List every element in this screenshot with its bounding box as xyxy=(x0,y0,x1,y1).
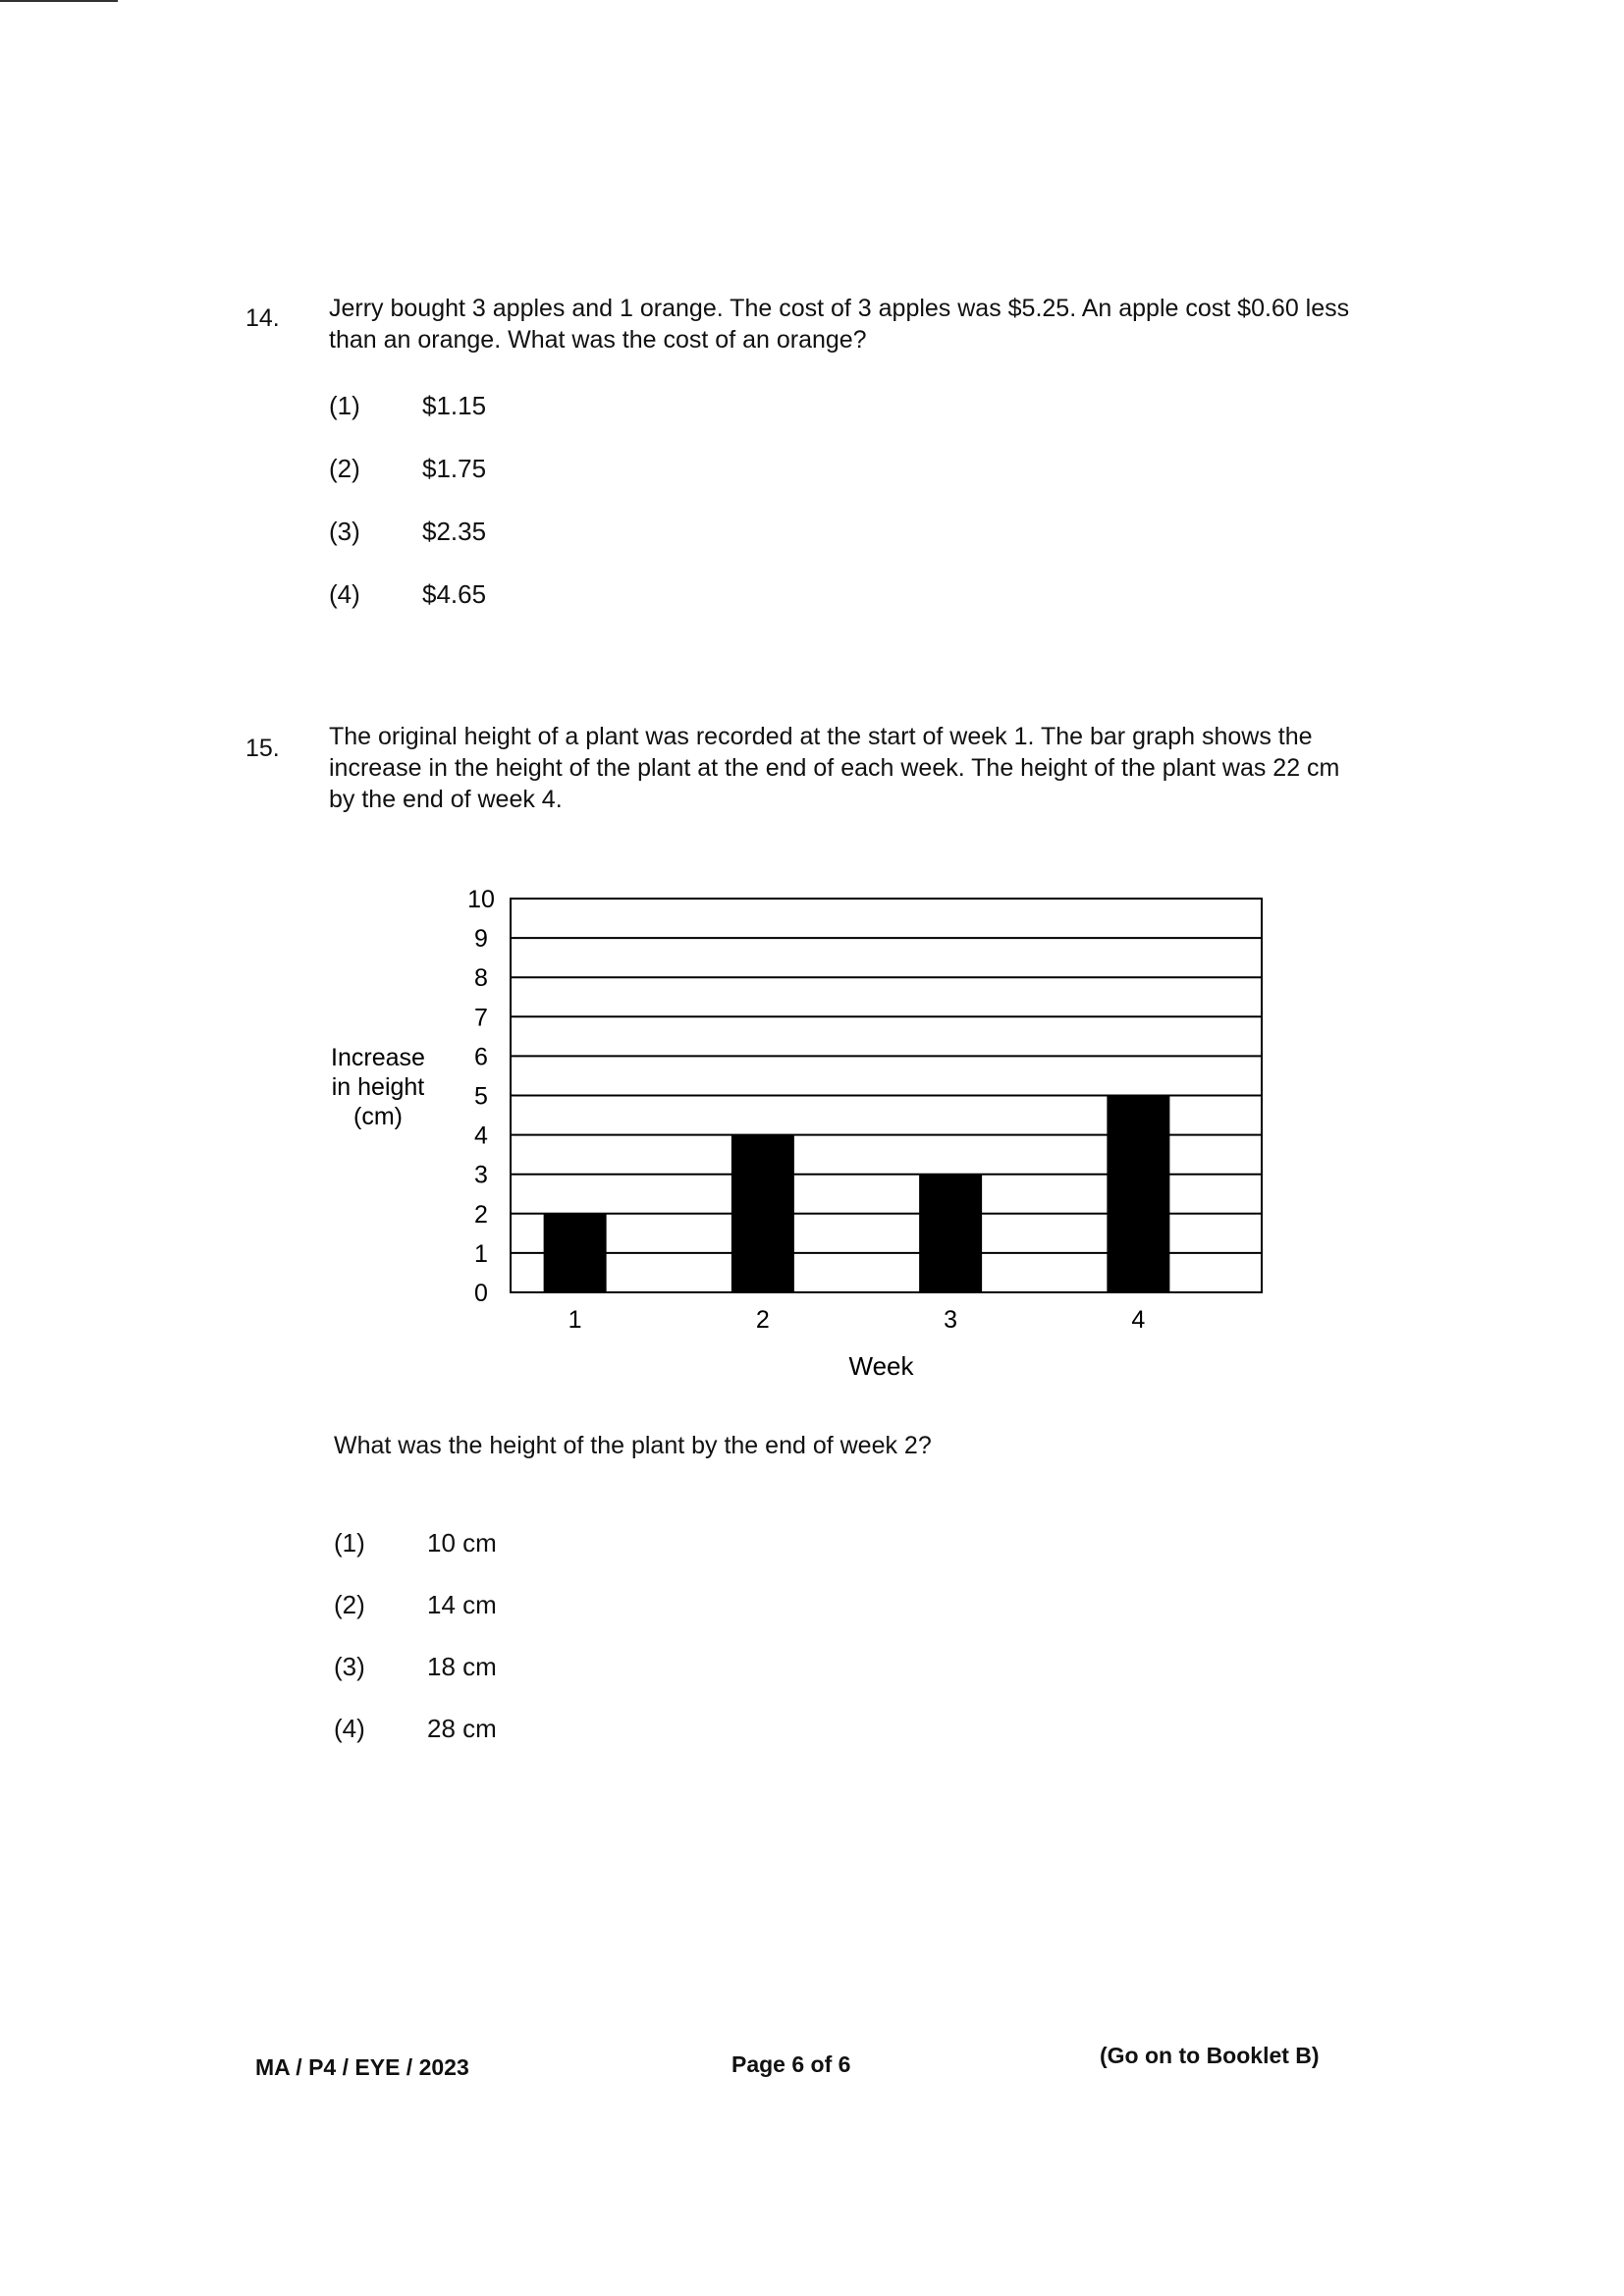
y-axis-label-line: (cm) xyxy=(353,1103,403,1130)
option-2 xyxy=(329,454,486,517)
y-tick-label: 4 xyxy=(474,1121,488,1150)
bar-chart xyxy=(295,874,1296,1394)
y-tick-label: 2 xyxy=(474,1200,488,1229)
option-3 xyxy=(334,1652,497,1714)
y-tick-labels xyxy=(467,886,495,1307)
bar-week-2 xyxy=(731,1135,794,1292)
bar-week-3 xyxy=(919,1175,982,1292)
option-value: 14 cm xyxy=(427,1590,497,1619)
option-4 xyxy=(334,1714,497,1776)
option-number: (1) xyxy=(329,391,360,420)
option-number: (2) xyxy=(334,1590,365,1619)
option-value: $4.65 xyxy=(422,579,487,609)
top-rule xyxy=(0,0,118,2)
option-number: (3) xyxy=(334,1652,365,1681)
option-4 xyxy=(329,579,486,642)
question-15-options xyxy=(334,1528,497,1776)
question-15-prompt: What was the height of the plant by the end of week 2? xyxy=(334,1432,932,1459)
bar-week-4 xyxy=(1107,1096,1169,1293)
x-tick-label: 4 xyxy=(1131,1306,1146,1334)
footer-instruction: (Go on to Booklet B) xyxy=(1100,2043,1320,2068)
question-14-number: 14. xyxy=(245,304,280,332)
y-tick-label: 5 xyxy=(474,1082,488,1111)
option-1 xyxy=(334,1528,497,1590)
chart-bars xyxy=(544,1096,1170,1293)
y-axis-label-line: in height xyxy=(331,1073,425,1101)
option-value: 28 cm xyxy=(427,1714,497,1743)
option-3 xyxy=(329,517,486,579)
y-tick-label: 0 xyxy=(474,1280,488,1307)
option-value: $1.15 xyxy=(422,391,487,420)
y-tick-label: 9 xyxy=(474,925,488,954)
y-tick-label: 7 xyxy=(474,1004,488,1032)
option-2 xyxy=(334,1590,497,1652)
x-axis-label: Week xyxy=(848,1351,914,1381)
option-number: (1) xyxy=(334,1528,365,1558)
option-number: (4) xyxy=(334,1714,365,1743)
option-value: 10 cm xyxy=(427,1528,497,1558)
option-number: (2) xyxy=(329,454,360,483)
x-tick-labels xyxy=(568,1306,1146,1334)
question-14-text: Jerry bought 3 apples and 1 orange. The cost of 3 apples was $5.25. An apple cost $0.60 less than an orange. What was the cost of an orange? xyxy=(329,295,1350,354)
y-tick-label: 1 xyxy=(474,1239,488,1268)
y-tick-label: 3 xyxy=(474,1161,488,1189)
bar-week-1 xyxy=(544,1214,607,1292)
footer-paper-code: MA / P4 / EYE / 2023 xyxy=(255,2054,469,2080)
y-tick-label: 8 xyxy=(474,964,488,993)
question-14-options xyxy=(329,391,486,642)
question-15-text: The original height of a plant was recorded at the start of week 1. The bar graph shows the increase in the height of the plant at the end of each week. The height of the plant was 22 cm by the end of week 4. xyxy=(329,723,1340,813)
y-axis-label-line: Increase xyxy=(331,1044,425,1071)
option-value: $2.35 xyxy=(422,517,487,546)
option-number: (3) xyxy=(329,517,360,546)
x-tick-label: 3 xyxy=(944,1306,958,1334)
footer-page-number: Page 6 of 6 xyxy=(731,2051,851,2077)
option-value: $1.75 xyxy=(422,454,487,483)
option-number: (4) xyxy=(329,579,360,609)
x-tick-label: 2 xyxy=(755,1306,770,1334)
y-axis-label xyxy=(331,1044,425,1130)
option-value: 18 cm xyxy=(427,1652,497,1681)
y-tick-label: 6 xyxy=(474,1043,488,1071)
question-15-number: 15. xyxy=(245,735,280,762)
x-tick-label: 1 xyxy=(568,1306,582,1334)
y-tick-label: 10 xyxy=(467,886,495,913)
option-1 xyxy=(329,391,486,454)
